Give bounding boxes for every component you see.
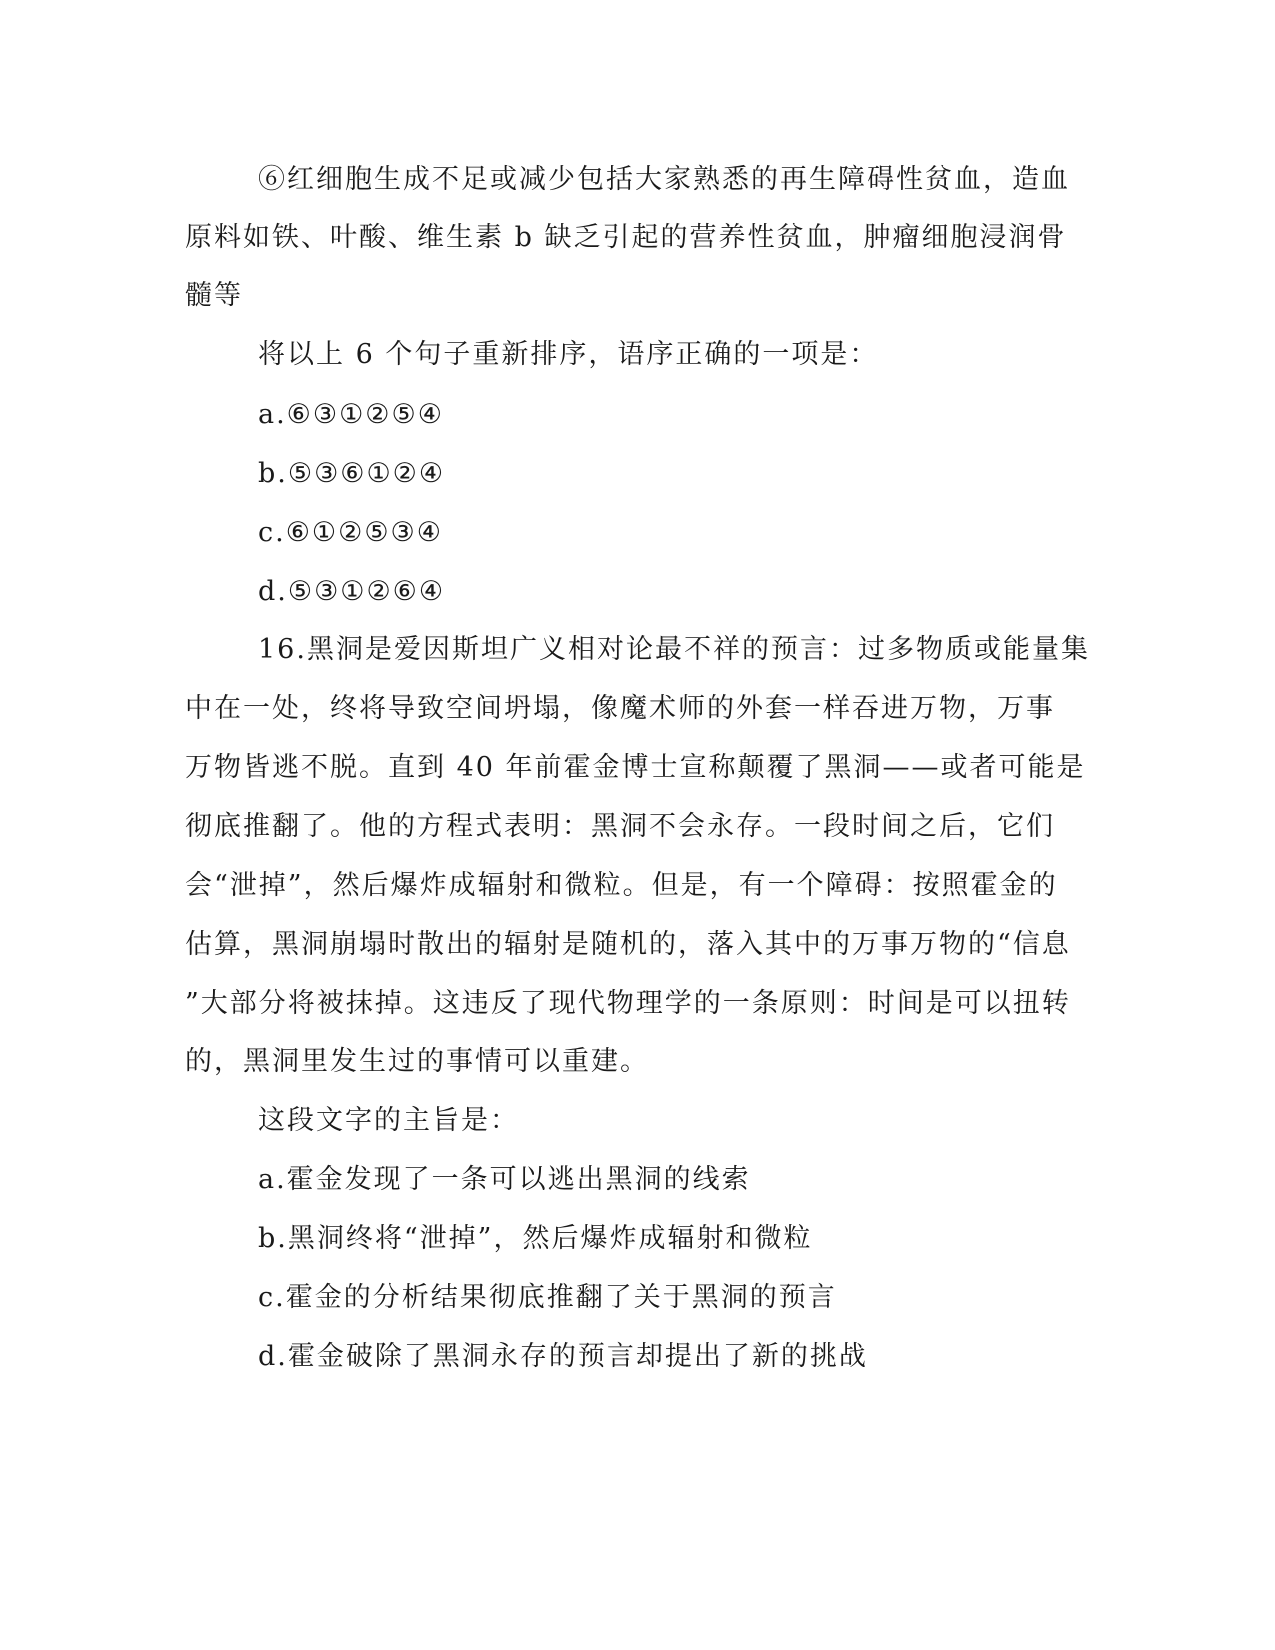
q16-prompt: 这段文字的主旨是： [258, 1105, 519, 1136]
q15-prompt: 将以上 6 个句子重新排序，语序正确的一项是： [258, 339, 879, 370]
q16-passage-line-5: 会“泄掉”，然后爆炸成辐射和微粒。但是，有一个障碍：按照霍金的 [185, 870, 1058, 901]
q16-option-a: a.霍金发现了一条可以逃出黑洞的线索 [258, 1164, 751, 1195]
q16-passage-line-3: 万物皆逃不脱。直到 40 年前霍金博士宣称颠覆了黑洞——或者可能是 [185, 752, 1086, 783]
q16-passage-line-8: 的，黑洞里发生过的事情可以重建。 [185, 1046, 649, 1077]
q16-passage-line-2: 中在一处，终将导致空间坍塌，像魔术师的外套一样吞进万物，万事 [185, 693, 1055, 724]
q16-option-d: d.霍金破除了黑洞永存的预言却提出了新的挑战 [258, 1341, 868, 1372]
q16-passage-line-1: 16.黑洞是爱因斯坦广义相对论最不祥的预言：过多物质或能量集 [258, 634, 1090, 665]
sentence-6-line-3: 髓等 [185, 280, 243, 311]
q16-option-c: c.霍金的分析结果彻底推翻了关于黑洞的预言 [258, 1282, 837, 1313]
sentence-6-line-2: 原料如铁、叶酸、维生素 b 缺乏引起的营养性贫血，肿瘤细胞浸润骨 [185, 222, 1067, 253]
q16-passage-line-4: 彻底推翻了。他的方程式表明：黑洞不会永存。一段时间之后，它们 [185, 811, 1055, 842]
q16-passage-line-7: ”大部分将被抹掉。这违反了现代物理学的一条原则：时间是可以扭转 [185, 988, 1071, 1019]
q15-option-d: d.⑤③①②⑥④ [258, 576, 446, 607]
q15-option-b: b.⑤③⑥①②④ [258, 458, 446, 489]
q16-option-b: b.黑洞终将“泄掉”，然后爆炸成辐射和微粒 [258, 1223, 813, 1254]
q15-option-c: c.⑥①②⑤③④ [258, 517, 443, 548]
sentence-6-line-1: ⑥红细胞生成不足或减少包括大家熟悉的再生障碍性贫血，造血 [258, 164, 1070, 195]
q16-passage-line-6: 估算，黑洞崩塌时散出的辐射是随机的，落入其中的万事万物的“信息 [185, 929, 1071, 960]
q15-option-a: a.⑥③①②⑤④ [258, 399, 444, 430]
